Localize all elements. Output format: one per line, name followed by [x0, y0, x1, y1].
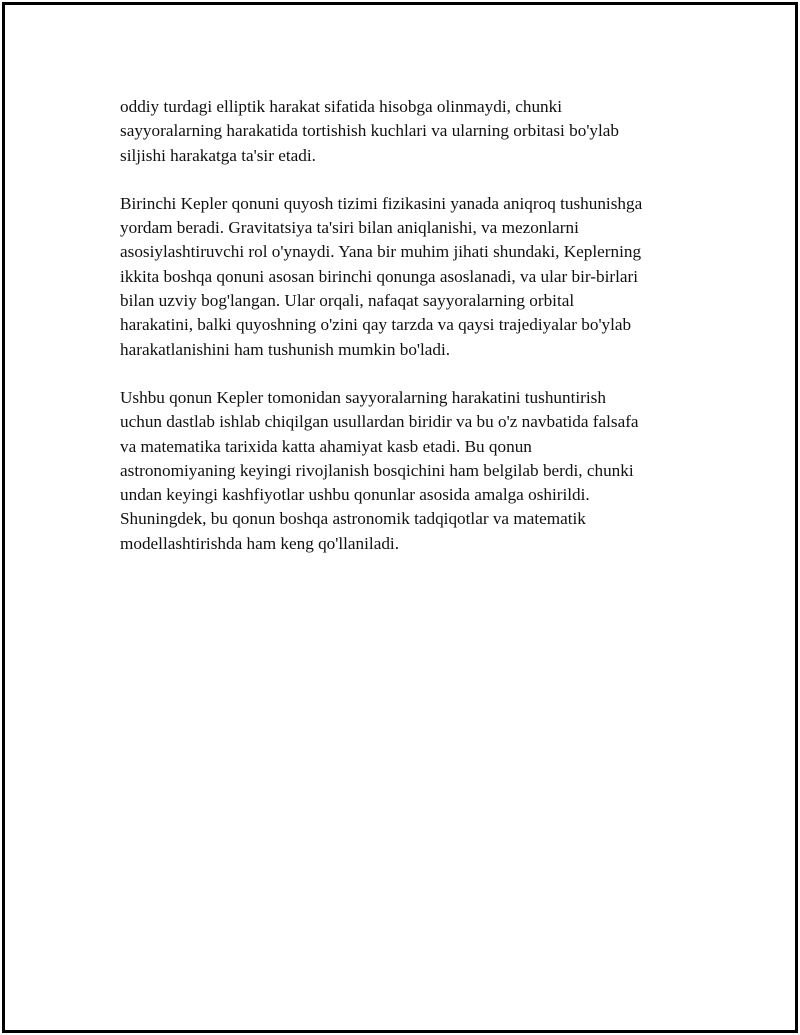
text-line: undan keyingi kashfiyotlar ushbu qonunlar asosida amalga oshirildi. — [120, 485, 590, 505]
text-line: harakatlanishini ham tushunish mumkin bo'ladi. — [120, 339, 451, 359]
document-body — [120, 95, 700, 580]
page-frame — [2, 2, 798, 1033]
text-line: bilan uzviy bog'langan. Ular orqali, nafaqat sayyoralarning orbital — [120, 291, 575, 311]
text-line: Ushbu qonun Kepler tomonidan sayyoralarning harakatini tushuntirish — [120, 387, 606, 407]
text-line: ikkita boshqa qonuni asosan birinchi qonunga asoslanadi, va ular bir-birlari — [120, 266, 639, 286]
text-line: astronomiyaning keyingi rivojlanish bosqichini ham belgilab berdi, chunki — [120, 460, 634, 480]
paragraph-2 — [120, 192, 700, 362]
text-line: yordam beradi. Gravitatsiya ta'siri bilan aniqlanishi, va mezonlarni — [120, 218, 579, 238]
text-line: harakatini, balki quyoshning o'zini qay tarzda va qaysi trajediyalar bo'ylab — [120, 315, 632, 335]
text-line: asosiylashtiruvchi rol o'ynaydi. Yana bir muhim jihati shundaki, Keplerning — [120, 242, 642, 262]
text-line: sayyoralarning harakatida tortishish kuchlari va ularning orbitasi bo'ylab — [120, 121, 620, 141]
text-line: Birinchi Kepler qonuni quyosh tizimi fizikasini yanada aniqroq tushunishga — [120, 193, 643, 213]
text-line: Shuningdek, bu qonun boshqa astronomik tadqiqotlar va matematik — [120, 509, 586, 529]
paragraph-3 — [120, 386, 700, 556]
text-line: modellashtirishda ham keng qo'llaniladi. — [120, 533, 399, 553]
text-line: va matematika tarixida katta ahamiyat kasb etadi. Bu qonun — [120, 436, 532, 456]
text-line: uchun dastlab ishlab chiqilgan usullardan biridir va bu o'z navbatida falsafa — [120, 412, 639, 432]
text-line: siljishi harakatga ta'sir etadi. — [120, 145, 316, 165]
text-line: oddiy turdagi elliptik harakat sifatida hisobga olinmaydi, chunki — [120, 97, 563, 116]
paragraph-1 — [120, 95, 700, 168]
